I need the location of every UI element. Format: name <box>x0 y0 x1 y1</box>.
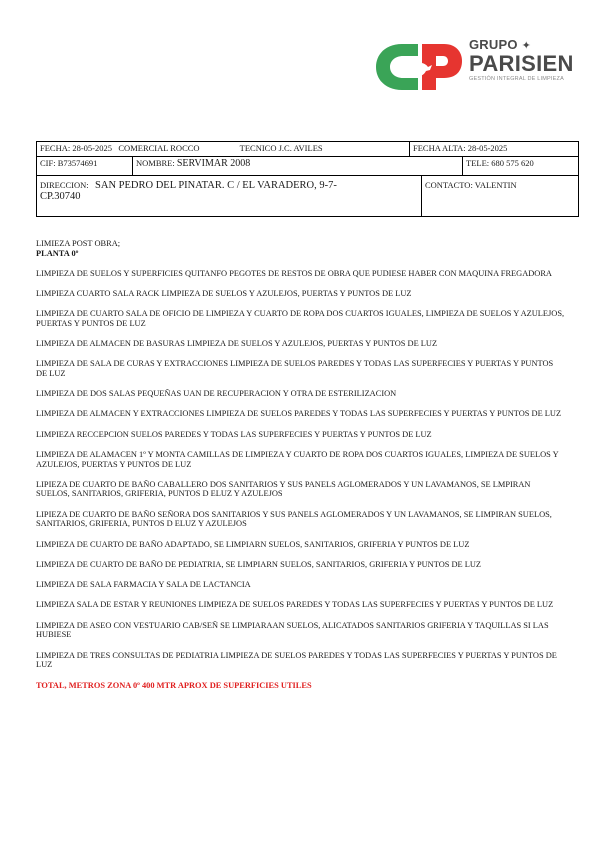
total-summary: TOTAL, METROS ZONA 0º 400 MTR APROX DE SUPERFICIES UTILES <box>36 680 312 690</box>
list-item: LIMPIEZA DE CUARTO DE BAÑO DE PEDIATRIA, SE LIMPIARN SUELOS, SANITARIOS, GRIFERIA Y PUNTOS DE LUZ <box>36 559 482 569</box>
list-item: LIMPIEZA SALA DE ESTAR Y REUNIONES LIMPIEZA DE SUELOS PAREDES Y TODAS LAS SUPERFECIES Y PUERTAS Y PUNTOS DE LUZ <box>36 600 554 610</box>
list-item: LIPIEZA DE CUARTO DE BAÑO SEÑORA DOS SANITARIOS Y SUS PANELS AGLOMERADOS Y UN LAVAMANOS, SE LIMPIRAN SUELOS, SANITARIOS, GRIFERIA, PUNTOS D ELUZ Y AZULEJOS <box>36 509 552 529</box>
nombre-value: SERVIMAR 2008 <box>176 158 251 169</box>
list-item: LIPIEZA DE CUARTO DE BAÑO CABALLERO DOS SANITARIOS Y SUS PANELS AGLOMERADOS Y UN LAVAMANOS, SE LMPIRAN SUELOS, SANITARIOS, GRIFERIA, PUNTOS D ELUZ Y AZULEJOS <box>36 479 531 499</box>
list-item: LIMPIEZA DE ASEO CON VESTUARIO CAB/SEÑ SE LIMPIARAAN SUELOS, ALICATADOS SANITARIOS GRIFERIA Y TAQUILLAS SI LAS HUBIESE <box>36 620 549 640</box>
fecha-alta: FECHA ALTA: 28-05-2025 <box>409 142 578 156</box>
direccion-label: DIRECCION: <box>40 180 89 190</box>
header-row-2 <box>36 157 579 176</box>
direccion-cell <box>37 176 421 216</box>
list-item: LIMPIEZA DE SUELOS Y SUPERFICIES QUITANFO PEGOTES DE RESTOS DE OBRA QUE PUDIESE HABER CON MAQUINA FREGADORA <box>36 268 552 278</box>
client-header-table <box>36 141 579 217</box>
codigo-postal: CP.30740 <box>40 191 81 202</box>
cif: CIF: B73574691 <box>40 158 98 168</box>
star-icon: ✦ <box>521 40 532 52</box>
header-info-cell <box>37 142 409 156</box>
header-row-1 <box>36 141 579 157</box>
direccion-value: SAN PEDRO DEL PINATAR. C / EL VARADERO, 9-7- <box>95 180 337 191</box>
list-item: LIMPIEZA DE DOS SALAS PEQUEÑAS UAN DE RECUPERACION Y OTRA DE ESTERILIZACION <box>36 389 397 399</box>
brand-name: PARISIEN <box>469 51 574 76</box>
company-logo <box>372 37 574 94</box>
list-item: LIMPIEZA DE CUARTO SALA DE OFICIO DE LIMPIEZA Y CUARTO DE ROPA DOS CUARTOS IGUALES, LIMPIEZA DE SUELOS Y AZULEJOS, PUERTAS Y PUNTOS DE LUZ <box>36 309 565 328</box>
service-description <box>36 239 566 701</box>
nombre-cell <box>132 157 462 175</box>
tecnico: TECNICO J.C. AVILES <box>239 143 323 153</box>
planta-heading: PLANTA 0º <box>36 248 79 258</box>
list-item: LIMPIEZA DE SALA DE CURAS Y EXTRACCIONES LIMPIEZA DE SUELOS PAREDES Y TODAS LAS SUPERFECIES Y PUERTAS Y PUNTOS DE LUZ <box>36 359 554 378</box>
comercial: COMERCIAL ROCCO <box>118 143 200 153</box>
list-item: LIMPIEZA DE ALMACEN DE BASURAS LIMPIEZA DE SUELOS Y AZULEJOS, PUERTAS Y PUNTOS DE LUZ <box>36 339 438 349</box>
grupo-parisien-logo-icon <box>372 38 464 94</box>
list-item: LIMPIEZA RECCEPCION SUELOS PAREDES Y TODAS LAS SUPERFECIES Y PUERTAS Y PUNTOS DE LUZ <box>36 429 432 439</box>
nombre-label: NOMBRE: <box>136 158 175 168</box>
list-item: LIMPIEZA DE ALMACEN Y EXTRACCIONES LIMPIEZA DE SUELOS PAREDES Y TODAS LAS SUPERFECIES Y PUERTAS Y PUNTOS DE LUZ <box>36 409 562 419</box>
brand-tagline: GESTIÓN INTEGRAL DE LIMPIEZA <box>469 76 564 82</box>
brand-line1: GRUPO <box>469 37 518 52</box>
contacto: CONTACTO: VALENTIN <box>421 176 578 216</box>
list-item: LIMPIEZA DE CUARTO DE BAÑO ADAPTADO, SE LIMPIARN SUELOS, SANITARIOS, GRIFERIA Y PUNTOS DE LUZ <box>36 539 470 549</box>
list-item: LIMPIEZA DE ALAMACEN 1º Y MONTA CAMILLAS DE LIMPIEZA Y CUARTO DE ROPA DOS CUARTOS IGUALES, LIMPIEZA DE SUELOS Y AZULEJOS, PUERTAS Y PUNTOS DE LUZ <box>36 450 559 469</box>
list-item: LIMPIEZA DE SALA FARMACIA Y SALA DE LACTANCIA <box>36 580 251 590</box>
list-item: LIMPIEZA DE TRES CONSULTAS DE PEDIATRIA LIMPIEZA DE SUELOS PAREDES Y TODAS LAS SUPERFECIES Y PUERTAS Y PUNTOS DE LUZ <box>36 650 557 670</box>
tele: TELE: 680 575 620 <box>462 157 578 175</box>
header-row-3 <box>36 176 579 217</box>
fecha: FECHA: 28-05-2025 <box>40 143 113 153</box>
intro-heading: LIMIEZA POST OBRA; <box>36 239 121 248</box>
list-item: LIMPIEZA CUARTO SALA RACK LIMPIEZA DE SUELOS Y AZULEJOS, PUERTAS Y PUNTOS DE LUZ <box>36 288 412 298</box>
